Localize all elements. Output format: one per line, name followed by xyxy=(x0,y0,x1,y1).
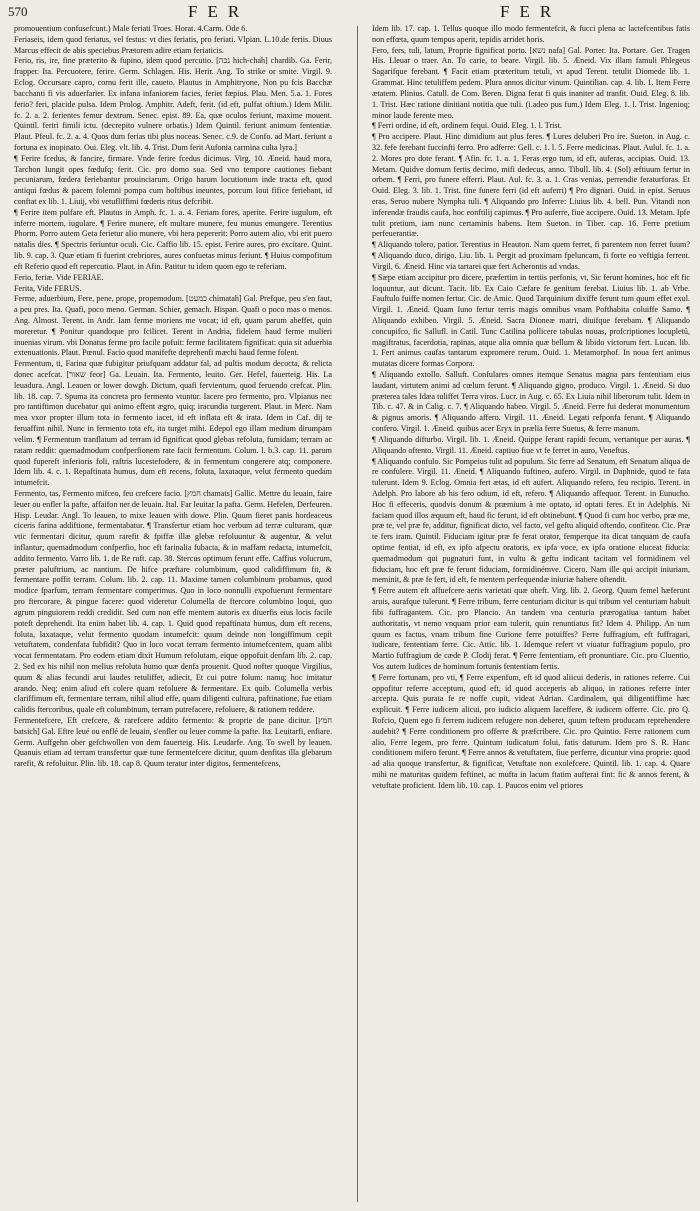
running-headword-right: FER xyxy=(500,2,562,21)
running-headword-left: FER xyxy=(188,2,250,21)
page-number: 570 xyxy=(8,4,28,19)
dictionary-entry: Ferita, Vide FERUS. xyxy=(14,283,82,293)
dictionary-entry: Fermento, tas, Fermento mifceo, feu crefcere facio. [חמץ chamats] Gallic. Mettre du leuain, faire leuer ou enfler la pafte, affaifon ner de leuain. Ital. Far leuitar la pafta. Germ. Hefelen, Derfeuren. Hisp. Leudar. Angl. To leauen, to mixe leauen with dowe. Plin. Quum fieret panis hordeaceus ciceris farina addiftione, fermentabatur. ¶ Transfertur etiam hoc verbum ad terræ culturam, quæ vtic fermentari dicitur, quum rarefit & fpiffæ illæ glebæ refoluuntur & augentur, & velut inflantur; quemadmodum confperfio, hoc eft farinalia fubacta, & in maffam redacta, intumefcit, addito fermento. Varro lib. 1. de Re ruft. cap. 38. Stercus optimum ferunt effe. Caffius volucrum, præter paluftrium, ac nantium. De hifce præftare columbinum, quod calidiffimum fit, & fermentare poffit terram. Colum. lib. 2. cap. 11. Maxime tamen columbinum probamus, quod modice fparfum, terram fermentare comperimus. Quo in loco nonnulli expofuerunt fermentare pro ftercorare, & pingue facere: quod videretur Columella de ftercore columbino loqui, quo agrum pinguiorem reddi credidit. Sed cum non effe mentem autoris ex diuerfis eius locis facile poteft deprehendi. Ita enim habet lib. 4. cap. 1. Quid quod repaftinata humus, dum eft recens, foluta, laxataque, velut fermento quodam intumefcit: quum deinde non longiffimum cepit vetuftatem, condenfata fubfidit? Quo in loco vocat terram fermento intumefcentem, quam alibi vocat fermentatam. Pro eodem etiam dixit Humum refolutam, eique oppofuit denfam lib. 2. cap. 2. Sed ex his nihil non melius refoluta humo quæ denfa prouenit. Quod nofter quoque Virgilius, quum & alias fecundi arui laudes retuliffet, adiecit, Et cui putre folum: namq; hoc imitatur arando. Neq; enim aliud eft colere quam refoluere & fermentare. Ex quib. Columella verbis clariffimum eft, fermentare terram, nihil aliud effe, quam diligenti cultura, paftinatione, fue etiam calidis ftercoribus, quale eft columbinum, terram putrefacere, refoluere, & rationem reddere. xyxy=(14,488,332,715)
dictionary-entry: ¶ Ferri ordine, id eft, ordinem fequi. Ouid. Eleg. 1. l. Trist. xyxy=(372,121,562,131)
left-text-column xyxy=(14,24,332,1204)
dictionary-entry: Fermentefcere, Eft crefcere, & rarefcere addito fermento: & proprie de pane dicitur. [חמץ batsich] Gal. Eftre leué ou enflé de leuain, s'enfler ou leuer comme la pafte. Ita. Leuitarfi, enfiare. Germ. Auffgehn ober gefchwollen von dem fauerteig. His. Leudarfe. Ang. To swell by leauen. Quanuis etiam ad terram transfertur quæ tune fermentefcere dicitur, quum denfitas illa glebarum rarefit, & refoluitur. Plin. lib. 18. cap 8. Quum teratur inter digitos, fermentefcens, xyxy=(14,716,332,769)
dictionary-entry: Feriaseis, idem quod feriatus, vel festus: vt dies feriatis, pro feriati. Vlpian. L.10.de feriis. Diuus Marcus effecit de abis speciebus Prætorem adire etiam feriaticis. xyxy=(14,34,332,55)
dictionary-entry: Fermentum, ti, Farina quæ fubigitur priufquam addatur fal, ad pultis modum decocta, & relicta donec acefcat. [שאור feor] Ga. Leuain. Ita. Fermento, leuito. Ger. Hefel, fauerteig. His. La leuadura. Angl. Leauen or lower dowgh. Dictum, quafi fervientum, quod feruendo crefcat. Plin. lib. 18. cap. 7. Spuma ita concreta pro fermento vtuntur. Iacere pro fermento, pro. Vlpianus nec pro tantiftimon ducebatur qui animo effent ægro, quiq; iracundia turgerent. Plaut. in Merc. Nam mea vxor propter illum tota in fermento iacet, id eft inflata eft & irata. Idem in Caf. dij te feruaffint nihil. Nunc in fermento tota eft, ita turget mihi. Edepol ego illam medium dirumpam velim. ¶ Fermentum tranflatum ad terram id fignificat quod glebas refoluta, fumidam; terram ac ratam reddit: quemadmodum confperfionem rate facit fermentum. Colum. l. b.3. cap. 11. parum quod fupereft inferioris foli, raftris lucestefodere, & in fermentum congerere atq; componere. Idem lib. 4. c. 1. Repaftinata humus, dum eft recens, foluta, laxataque, velut fermento quedam intumefcit. xyxy=(14,359,332,488)
dictionary-entry: ¶ Ferire item pulfare eft. Plautus in Amph. fc. 1. a. 4. Feriam fores, aperite. Ferire iugulum, eft inferre mortem, iugulare. ¶ Ferire munere, eft multare munere, feu munus emungere. Terentius Phorm. Porro autem Geta ferietur alio munere, vbi hera pepererit: Porro autem alio, vbi erit puero natalis dies. ¶ Spectris feriuntur oculi. Cic. Caffio lib. 15. epist. Ferire aures, pro excitare. Quint. lib. 9. cap. 3. Quæ etiam fi fuerint crebriores, aures confuetas minus feriunt. ¶ Huius compofitum eft Referio quod eft repercutio. Plaut. in Afin. Patitur tu idem quom ego te referiam. xyxy=(14,207,332,271)
dictionary-entry: ¶ Ferre autem eft affuefcere aeris varietati quæ obeft. Virg. lib. 2. Georg. Quum femel hæferunt aruis, aurafque tulerunt. ¶ Ferre tribum, ferre centuriam dicitur is qui tribum vel centuriam habuit fibi fuffragantem. Cic. pro Plancio. An tandem vna centuria prærogatiua tantum habet authoritatis, vt nemo vnquam prior eam tulerit, quin renuntiatus fit? Idem 4. Philipp. An tum quum es factus, vnam tribum fine Curione ferre potuiffes? Ferre fuffragium, eft fuffragari, iudicare, fententiam ferre. Cic. Attic. lib. 1. Idemque refert vt viuatur fuffragium populo, pro Martio fuffragium de cæde P. Clodij ferat. ¶ Ferre fententiam, eft pronuntiare. Cic. pro Cluentio, Vos autem Iudices de hominum fortunis fententiam fertis. xyxy=(372,586,690,671)
dictionary-entry: promouentium confusefcunt.) Male feriati Troes. Horat. 4.Carm. Ode 6. xyxy=(14,24,248,33)
dictionary-entry: ¶ Aliquando tolero, patior. Terentius in Heauton. Nam quem ferret, fi parentem non ferret fuum? ¶ Aliquando duco, dirigo. Liu. lib. 1. Pergit ad proximam fpeluncam, fi forte eo veftigia ferrent. Virgil. 6. Æneid. Hinc via tartarei quæ fert Acherontis ad vndas. xyxy=(372,240,690,271)
dictionary-entry: ¶ Aliquando extollo. Salluft. Confulares omnes itemque Senatus magna pars fententiam eius laudant, virtutem animi ad cœlum ferunt. ¶ Aliquando gigno, produco. Virgil. 1. Æneid. Si duo præterea tales Idæa tuliffet Terra viros. Lucr. in Aug. c. 65. Ex Liuia nihil liberorum tulit. Idem in Tib. c. 47. & in Calig. c. 7. ¶ Aliquando habeo. Virgil. 5. Æneid. Ferre fui dederat monumentum & pignus amoris. ¶ Aliquando affero. Virgil. 11. Æneid. Legati refponfa ferunt. ¶ Aliquando confero. Virgil. 1. Æneid. quibus acer Eryx in prælia ferre Suetus, & ferre manum. xyxy=(372,370,690,434)
column-divider xyxy=(357,26,358,1202)
dictionary-entry: ¶ Sæpe etiam accipitur pro dicere, præfertim in tertiis perfonis, vt, Sic ferunt homines, hoc eft fic loquuntur, aut dicunt. Tacit. lib. Ex Caio Cæfare fe genitum ferebat. Liuius lib. 1. ab Vrbe. Fauftulo fuiffe nomen fertur. Cic. de Amic. Quod Tarquinium dixiffe ferunt tum quum effet exul. Virgil. 1. Æneid. Quam Iuno fertur terris magis omnibus vnam Pofthabita coluiffe Samo. ¶ Aliquando exhibeo. Virgil. 5. Æneid. Sacra Dioneæ matri, diuifque ferebam. ¶ Aliquando concupifco, fic Sallufl. in Catil. Tunc Catilina pollicere tabulas nouas, profcriptiones locupletû, magiftratus, facerdotia, rapinas, atque alia omnia quæ bellum & libido victorum fert. Lucan. lib. 1. Fert animus caufas tantarum expromere rerum. Ouid. 1. Metamorphof. In noua fert animus mutatas dicere formas Corpora. xyxy=(372,272,690,369)
dictionary-entry: Fero, fers, tuli, latum, Proprie fignificat porto. [נשא nafa] Gal. Porter. Ita. Portare. Ger. Tragen His. Lleuar o traer. An. To carie, to beare. Virgil. lib. 5. Æneid. Vix illam famuli Phlegeus Sagarifque ferebant. ¶ Facit etiam præteritum tetuli, vt apud Terent. tetulit Diomede lib. 1. Grammat. Hinc tetuliffem pedem. Plura annos dicitur vinum. Quintilian. cap. 4. lib. 1. Item Ferre ætatem. Plinius. Catull. de Com. Beren. Digna ferat fi quis inaniter ad tranfit. Ouid. Eleg. 8. lib. 1. Trist. Hæc ratione dinitiani notitia que tuli. (i.adeo pus fum.) Idem Eleg. 1. l. Trist. Ingenioq; minor laude ferente meo. xyxy=(372,45,690,120)
right-text-column xyxy=(372,24,690,1204)
running-header xyxy=(0,4,700,26)
dictionary-entry: ¶ Aliquando confulo. Sic Pompeius tulit ad populum. Sic ferre ad Senatum, eft Senatum aliqua de re confulere. Virgil. 11. Æneid. ¶ Aliquando fuftineo, aufero. Virgil. in Daphnide, quod te fata tulerunt. Idem 9. Eclog. Omnia fert ætas, id eft aufert. Aliquando refero, feu recipio. Terent. in Adelph. Pro labore ab his fero odium, id eft, refero. ¶ Aliquando affequor. Terent. in Eunucho. Hoc fi effeceris, quodvis donum & præmium à me optato, id optati feres. Et in Adelphis. Ni faciam quod illos æquum eft, haud fic ferunt, id eft obtinebunt. ¶ Quod fi cum hoc verbo, præ me, præ te, vel præ fe, additur, fignificat dicto, vel facto, vel geftu aliquid oftendo, confiteor. Cic. Præ te fers iram. Quintil. Fiduciam igitur præ fe ferat orator, femperque ita dicat tanquam de caufa optime fentiat, id eft, ex ipfo afpectu oratoris, ex ipfa voce, ex ipfa oratione eluceat fiducia: quemadmodum qui pugnaturi funt, in vultu & geftu indicant tacitam vel formidinem vel fiduciam, hoc eft præ fe ferunt fiduciam, formidinémve. Cicero. Nam ille qui accipit iniuriam, meminit, & præ fe fert, id eft, fe mentem perfequendæ iniuriæ habere oftendit. xyxy=(372,456,690,585)
dictionary-entry: ¶ Aliquando difturbo. Virgil. lib. 1. Æneid. Quippe ferant rapidi fecum, vertantque per auras. ¶ Aliquando oftento. Virgil. 11. Æneid. captiuo fiue vt fe ferret in auro, Veneftus. xyxy=(372,434,690,455)
dictionary-entry: ¶ Ferre fortunam, pro vti, ¶ Ferre expenfum, eft id quod aliicui dederis, in rationes referre. Cui oppofitur referre acceptum, quod eft, id quod acceperis ab aliquo, in rationes referre inter accepta. Quis purata fe re noffe cupit, videat Adrian. Cardinalem, qui diligentiffime hæc explicuit. ¶ Ferre iudicem alicui, pro iudicio aliquem laceffere, & iudicem offerre. Cic. pro Q. Rofcio, Quem ego fi ferrem iudicem refugere non deberet, quum teftem producam reprehendere audebit? ¶ Ferre conditionem pro offerre & præfcribere. Cic. pro Quintio. Ferre rationem cum alio, Ferre legem, pro ferre. Quintum iudicatum folui, fatis daturum. Idem pro S. R. Hanc conditionem mifero ferunt. ¶ Ferre annos & vetuftatem, fiue perferre, dicuntur vina proprie: quod ad alia quoque transfertur, & fignificat, Vetuftate non exolefcere. Quintil. lib. 1. cap. 4. Quare mihi ne maturitas quidem feftinet, ac mufta in lacum ftatim aufterai fint: fic & annos ferent, & vetuftate proficient. Idem lib. 10. cap. 1. Paucos enim vel priores xyxy=(372,672,690,790)
dictionary-entry: Ferio, feriæ. Vide FERIAE. xyxy=(14,272,104,282)
dictionary-entry: ¶ Ferire fcedus, & fancire, firmare. Vnde ferire fcedus dicimus. Virg. 10. Æneid. haud mora, Tarchon Iungit opes fœdufq; ferit. Cic. pro domo sua. Sed vno tempore cautiones fiebant pecuniarum, fœdera feriebantur prouinciarum. Origo harum locutionum inde tracta eft, quod antiqui fœdus & pacem folemni pompa cum hoftibus ineuntes, porcum Ioui fifice feriebant, id conftat ex lib. 1. Liuij, vbi vetufliffimi fœderis ritus defcribit. xyxy=(14,153,332,206)
dictionary-entry: Idem lib. 17. cap. 1. Tellus quoque illo modo fermentefcit, & fucci plena ac lactefcentibus fatis non effœta, quum tempus aperit, tepidis arridet horis. xyxy=(372,24,690,44)
dictionary-entry: Ferme, aduerbium, Fere, pene, prope, propemodum. [כמעט chimatah] Gal. Prefque, peu s'en faut, a peu pres. Ita. Quafi, poco meno. German. Schier, gemach. Hispan. Quafi o poco mas o menos. Ang. Almost. Terent. in Andr. Iam ferme moriens me vocat; id eft, quam parum abeffet, quin moreretur. ¶ Ponitur quandoque pro fcilicet. Terent in Andria, fidelem haud ferme mulieri inuenias virum. vbi Donatus ferme pro facile pofuit: ferme facilitatem fignificat: quia sit aduerbia extenuationis. Plaut. Pœnul. Facio quod manifefte deprehenfi mæchi haud ferme folent. xyxy=(14,294,332,358)
dictionary-entry: ¶ Pro accipere. Plaut. Hinc dimidium aut plus feres. ¶ Lures deluberi Pro ire. Sueton. in Aug. c. 32. fefe ferebant fuccinfti ferro. Pro adferre: Gell. c. 1. l. 5. Ferre medicinas. Plaut. Aulul. fc. 1. a. 2. Mores pro dote ferant. ¶ Afin. fc. 1. a. 1. Feras ergo tum, id eft, auferas, accipias. Ouid. 13. Metam. Quidve domum fertis decimo, mifi dedecus, anno. Tibull. lib. 4. (Sol) æftiuum fertur in orbem. ¶ Ferri, pro funere efferri. Plaut. Aul. fc. 3. a. 1. Cras venias, perrendie feraturforas. Et Ouid. Eleg. 3. lib. 1. Trist. fine funere ferri (id eft auferri) ¶ Pro dignari. Ouid. in epist. Seruus eras, Seruo nubere Nympha tuli. ¶ Aliquando pro Inferre: Liuius lib. 4. bell. Pun. Vitandi non inferendæ fraudis caufa, hoc eonftilij capimus. ¶ Pro auferre, fiue accipere. Ouid. 13. Metam. Ipfe tulit pretium, iam nunc certaminis habens. Item Sueton. in Tiber. cap. 16. Ferre pretium perfeuerantiæ. xyxy=(372,132,690,239)
dictionary-entry: Ferio, ris, ire, fine præterito & fupino, idem quod percutio. [נכה hich-chah] chardib. Ga. Ferir, frapper. Ita. Percuotere, ferire. Germ. Schlagen. His. Herir. Ang. To strike or smite. Virgil. 9. Eclog. Occursare capro, cornu ferit ille, caueto. Plautus in Amphitryone, Non pu fcis Bacchæ bacchanti fi vis aduerfarier. Ex infana infaniorem facies, feriet fæpius. Plau. Men. 5.a. 1. Fores ferio? feri, placide pulsa. Idem Prolog. Amphitr. Adeft, ferit. (id eft, pulfat oftium.) Idem Milit. fc. 2. a. 2. ferientes femur dextrum. Senec. epist. 89. Ea, quæ oculos feriunt, maxime mouent. Quintil. feriri fimili ictu. (decrepito vulnere orbatis.) Idem Quintil. feriunt animum fententiæ. Plaut. Pfeul. fc. 2. a. 4. Quos dum ferias tibi plus noceas. Senec. c.9. de Confo. ad Mart. feriunt a fortuna ex inopinato. Oui. Eleg. vlt. lib. 4. Trist. Dum ferit Aufonia carmina culta lyra.] xyxy=(14,56,332,152)
